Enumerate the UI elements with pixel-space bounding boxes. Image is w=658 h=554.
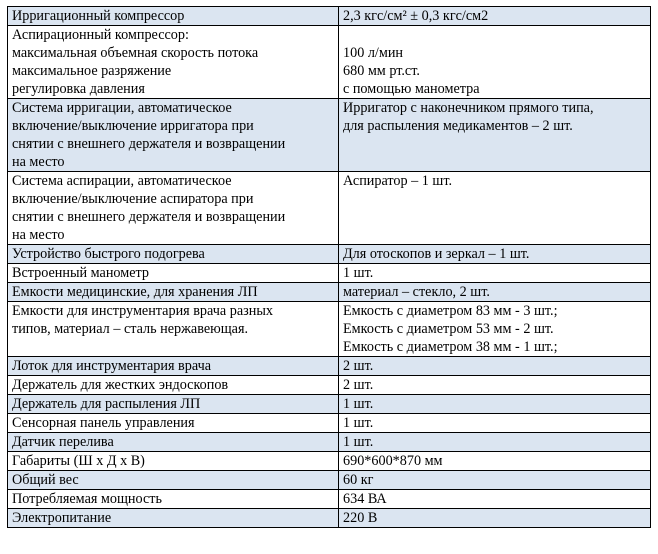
value-text-line — [343, 26, 646, 44]
value-cell — [339, 245, 651, 264]
value-text-line: 1 шт. — [343, 415, 374, 431]
value-text-line: материал – стекло, 2 шт. — [343, 284, 490, 300]
parameter-text-line: Габариты (Ш х Д х В) — [12, 453, 145, 469]
value-cell — [339, 283, 651, 302]
value-cell — [339, 26, 651, 99]
value-text-line: 1 шт. — [343, 396, 374, 412]
value-cell — [339, 509, 651, 528]
parameter-text-line: снятии с внешнего держателя и возвращении — [12, 209, 286, 225]
parameter-cell — [8, 433, 339, 452]
parameter-text-line: Потребляемая мощность — [12, 491, 162, 507]
parameter-text-line: максимальное разряжение — [12, 63, 172, 79]
specification-table-body — [8, 7, 651, 528]
parameter-cell — [8, 26, 339, 99]
table-row — [8, 395, 651, 414]
value-cell — [339, 99, 651, 172]
parameter-text-line: включение/выключение ирригатора при — [12, 118, 254, 134]
parameter-cell — [8, 452, 339, 471]
table-row — [8, 26, 651, 99]
value-cell — [339, 302, 651, 357]
parameter-cell — [8, 302, 339, 357]
table-row — [8, 433, 651, 452]
parameter-cell — [8, 172, 339, 245]
value-text-line: для распыления медикаментов – 2 шт. — [343, 118, 573, 134]
parameter-cell — [8, 283, 339, 302]
value-cell — [339, 414, 651, 433]
value-text-line: 680 мм рт.ст. — [343, 63, 420, 79]
parameter-text-line: включение/выключение аспиратора при — [12, 191, 254, 207]
parameter-cell — [8, 395, 339, 414]
value-cell — [339, 395, 651, 414]
value-text-line: Аспиратор – 1 шт. — [343, 173, 453, 189]
value-cell — [339, 7, 651, 26]
parameter-cell — [8, 245, 339, 264]
parameter-text-line: Встроенный манометр — [12, 265, 149, 281]
parameter-cell — [8, 357, 339, 376]
value-text-line: 100 л/мин — [343, 45, 404, 61]
table-row — [8, 471, 651, 490]
table-row — [8, 264, 651, 283]
parameter-text-line: Емкости медицинские, для хранения ЛП — [12, 284, 258, 300]
parameter-cell — [8, 99, 339, 172]
value-text-line: Емкость с диаметром 53 мм - 2 шт. — [343, 321, 554, 337]
value-cell — [339, 357, 651, 376]
value-text-line: 2 шт. — [343, 377, 374, 393]
parameter-text-line: снятии с внешнего держателя и возвращении — [12, 136, 286, 152]
table-row — [8, 283, 651, 302]
value-text-line: 1 шт. — [343, 434, 374, 450]
parameter-text-line: регулировка давления — [12, 81, 145, 97]
value-text-line: 2,3 кгс/см² ± 0,3 кгс/см2 — [343, 8, 489, 24]
parameter-text-line: максимальная объемная скорость потока — [12, 45, 259, 61]
table-row — [8, 245, 651, 264]
value-text-line: 1 шт. — [343, 265, 374, 281]
value-text-line: 634 ВА — [343, 491, 387, 507]
parameter-text-line: Держатель для жестких эндоскопов — [12, 377, 229, 393]
parameter-text-line: Электропитание — [12, 510, 112, 526]
parameter-text-line: Устройство быстрого подогрева — [12, 246, 205, 262]
value-text-line: 220 В — [343, 510, 378, 526]
table-row — [8, 509, 651, 528]
value-text-line: с помощью манометра — [343, 81, 480, 97]
value-text-line: 2 шт. — [343, 358, 374, 374]
parameter-text-line: Лоток для инструментария врача — [12, 358, 212, 374]
parameter-text-line: Держатель для распыления ЛП — [12, 396, 201, 412]
parameter-text-line: Система аспирации, автоматическое — [12, 173, 232, 189]
specification-table — [7, 6, 651, 528]
parameter-cell — [8, 7, 339, 26]
parameter-cell — [8, 376, 339, 395]
parameter-text-line: Датчик перелива — [12, 434, 114, 450]
value-text-line: Емкость с диаметром 38 мм - 1 шт.; — [343, 339, 558, 355]
parameter-text-line: Общий вес — [12, 472, 79, 488]
value-cell — [339, 471, 651, 490]
value-text-line: 60 кг — [343, 472, 374, 488]
value-text-line: Емкость с диаметром 83 мм - 3 шт.; — [343, 303, 558, 319]
table-row — [8, 414, 651, 433]
value-cell — [339, 376, 651, 395]
table-row — [8, 452, 651, 471]
parameter-cell — [8, 414, 339, 433]
parameter-text-line: Ирригационный компрессор — [12, 8, 185, 24]
value-cell — [339, 433, 651, 452]
parameter-cell — [8, 471, 339, 490]
table-row — [8, 376, 651, 395]
parameter-text-line: Аспирационный компрессор: — [12, 27, 189, 43]
value-text-line: 690*600*870 мм — [343, 453, 443, 469]
value-cell — [339, 264, 651, 283]
table-row — [8, 302, 651, 357]
table-row — [8, 99, 651, 172]
parameter-text-line: на место — [12, 227, 65, 243]
value-cell — [339, 172, 651, 245]
value-cell — [339, 490, 651, 509]
table-row — [8, 490, 651, 509]
parameter-text-line: на место — [12, 154, 65, 170]
parameter-text-line: типов, материал – сталь нержавеющая. — [12, 321, 249, 337]
parameter-text-line: Система ирригации, автоматическое — [12, 100, 232, 116]
table-row — [8, 172, 651, 245]
parameter-cell — [8, 509, 339, 528]
parameter-cell — [8, 264, 339, 283]
parameter-text-line: Сенсорная панель управления — [12, 415, 195, 431]
value-text-line: Ирригатор с наконечником прямого типа, — [343, 100, 594, 116]
value-text-line: Для отоскопов и зеркал – 1 шт. — [343, 246, 530, 262]
parameter-text-line: Емкости для инструментария врача разных — [12, 303, 273, 319]
table-row — [8, 357, 651, 376]
value-cell — [339, 452, 651, 471]
parameter-cell — [8, 490, 339, 509]
table-row — [8, 7, 651, 26]
